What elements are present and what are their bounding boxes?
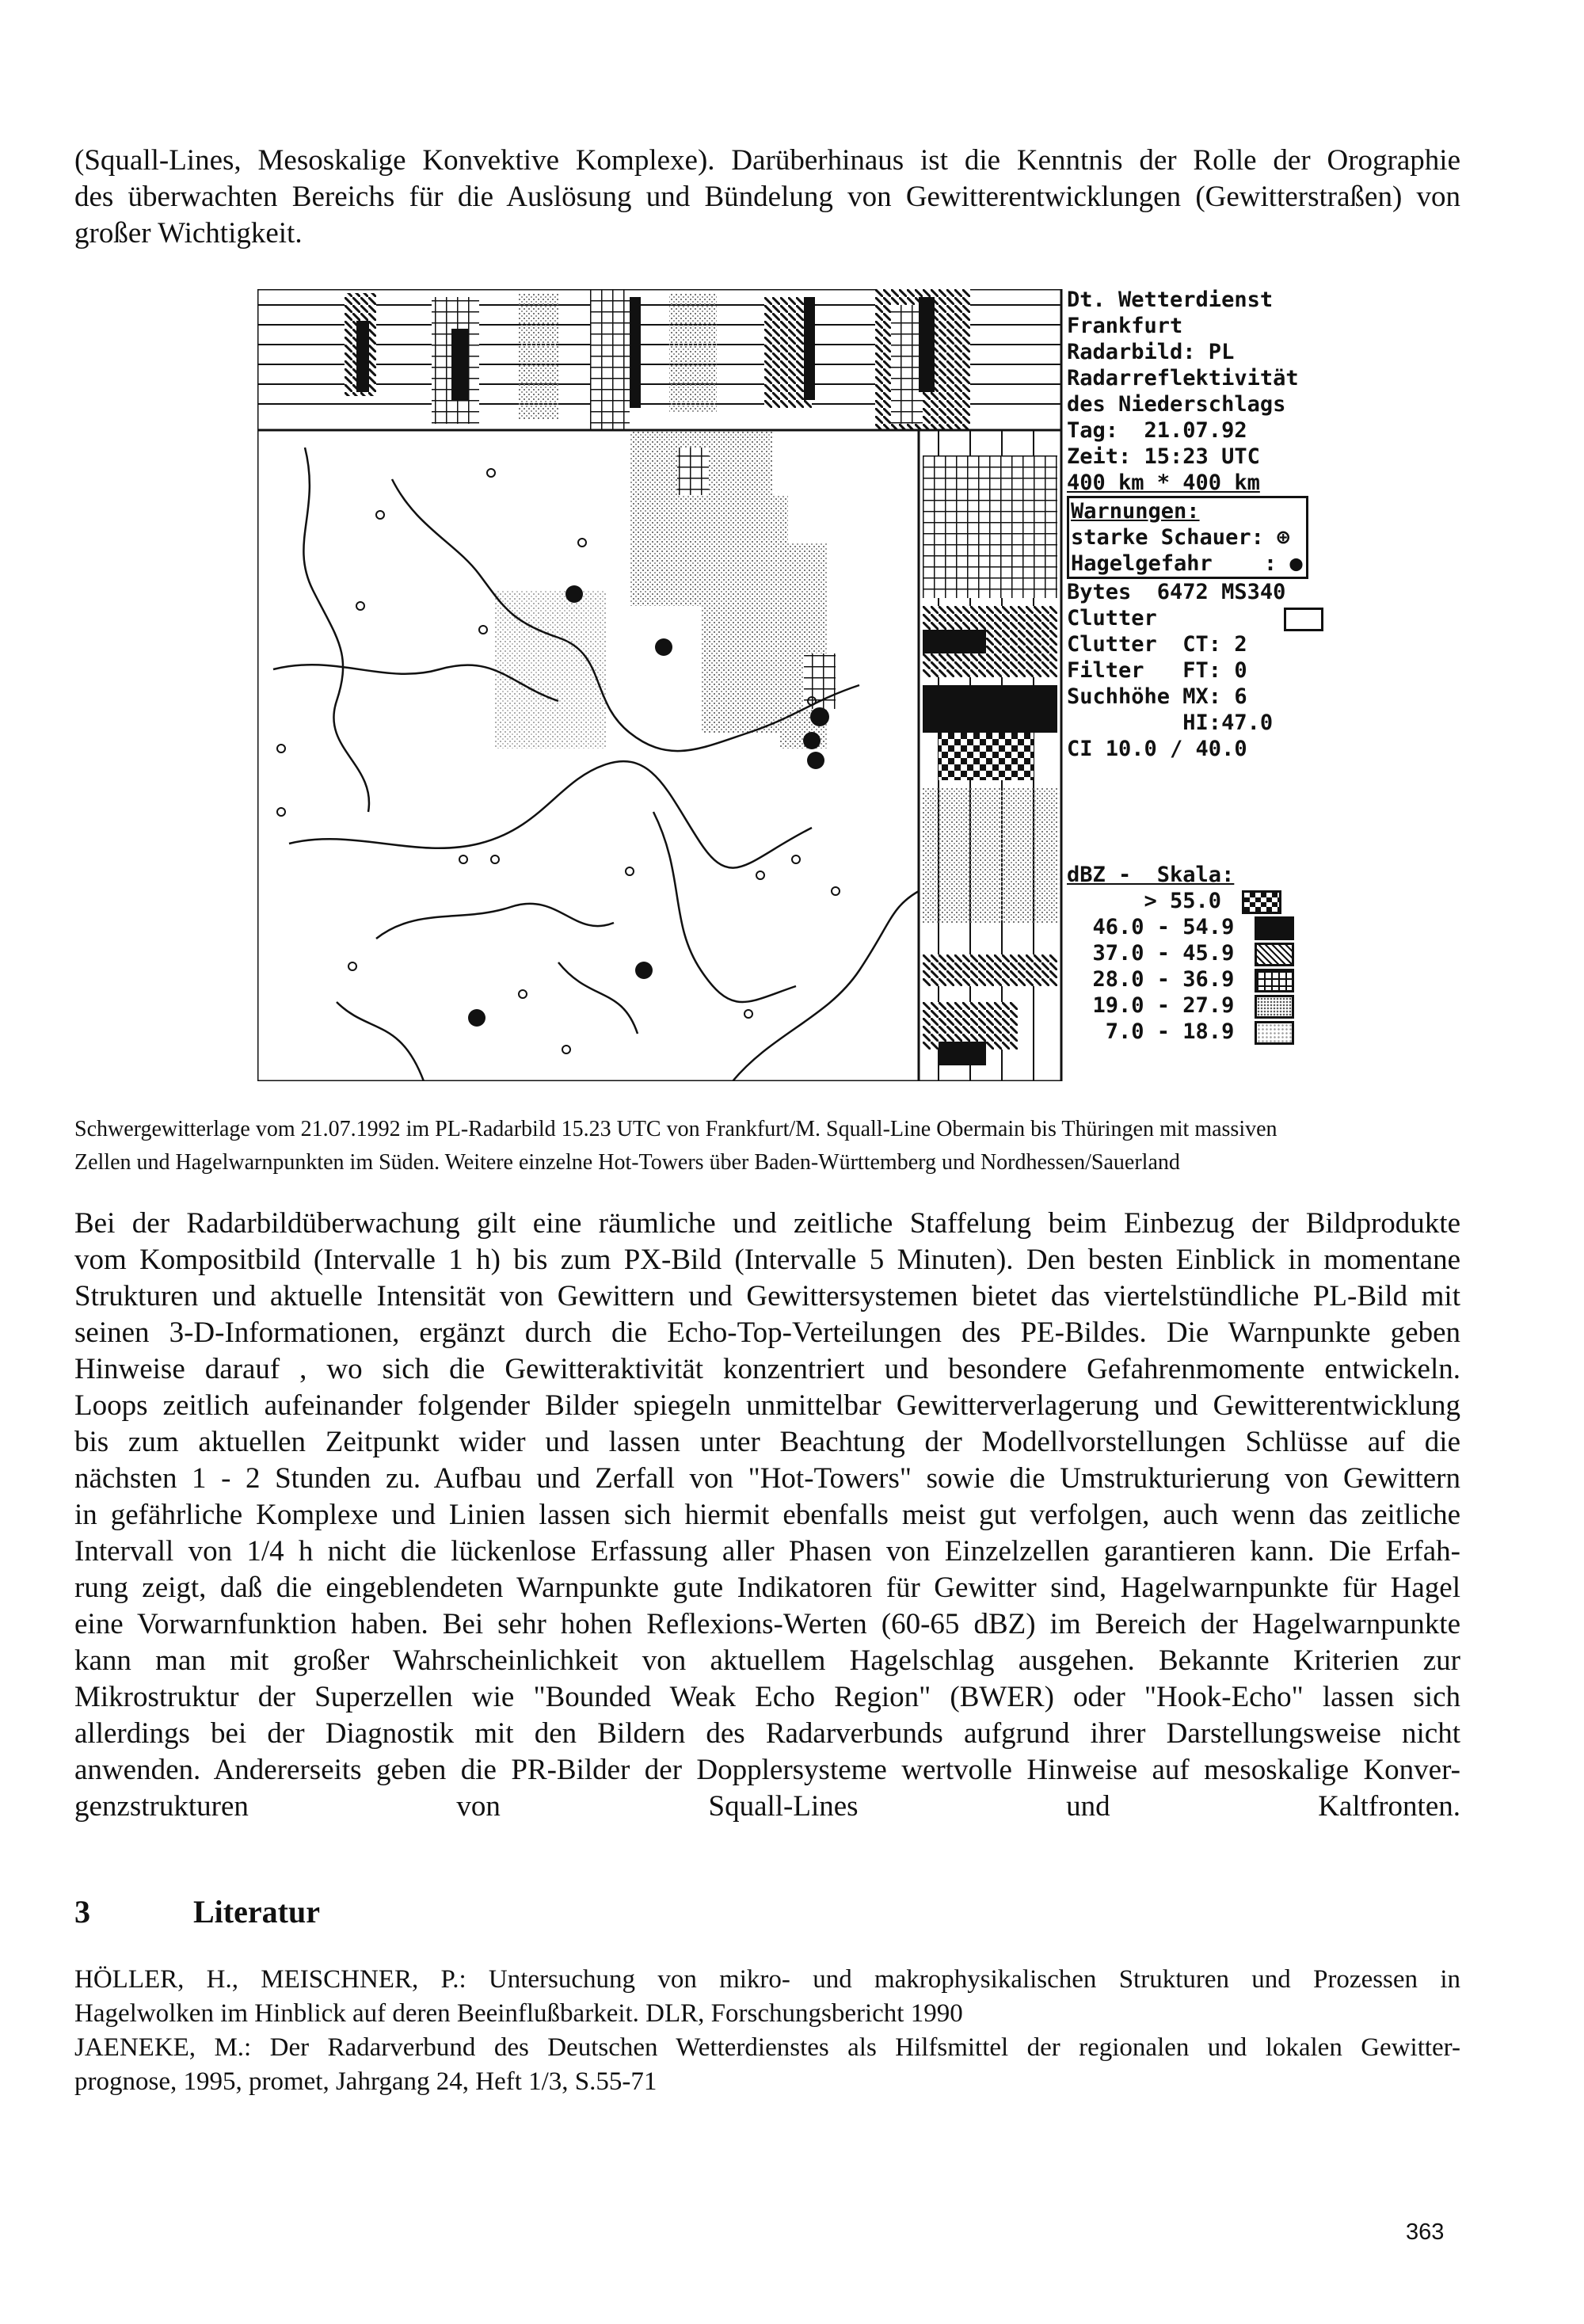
right-cross-section (919, 430, 1061, 1081)
legend-hi: HI:47.0 (1067, 711, 1274, 735)
text-line: vom Kompositbild (Intervalle 1 h) bis zum PX-Bild (Intervalle 5 Minuten). Den besten Einblick in momentane (74, 1244, 1460, 1276)
clutter-swatch (1284, 608, 1323, 631)
reference-line: prognose, 1995, promet, Jahrgang 24, Heft 1/3, S.55-71 (74, 2067, 657, 2096)
legend-time: Zeit: 15:23 UTC (1067, 444, 1260, 469)
top-cross-section (257, 289, 1061, 430)
swatch-grid (1255, 969, 1294, 992)
text-line: rung zeigt, daß die eingeblendeten Warnpunkte gute Indikatoren für Gewitter sind, Hagelwarnpunkte für Hagel (74, 1572, 1460, 1604)
scale-row (1067, 966, 1294, 992)
text-line: Bei der Radarbildüberwachung gilt eine räumliche und zeitliche Staffelung beim Einbezug der Bildprodukte (74, 1207, 1460, 1240)
scale-label: 37.0 - 45.9 (1067, 941, 1235, 966)
reference-line: HÖLLER, H., MEISCHNER, P.: Untersuchung von mikro- und makrophysikalischen Strukturen und Prozessen in (74, 1965, 1460, 1994)
legend-filter: Filter FT: 0 (1067, 658, 1247, 683)
text-line: Mikrostruktur der Superzellen wie "Bounded Weak Echo Region" (BWER) oder "Hook-Echo" lassen sich (74, 1681, 1460, 1713)
scale-label: 19.0 - 27.9 (1067, 993, 1235, 1018)
section-title: Literatur (193, 1894, 320, 1930)
legend-line: Radarreflektivität (1067, 366, 1299, 391)
warnings-box (1067, 496, 1308, 579)
text-line: kann man mit großer Wahrscheinlichkeit von aktuellem Hagelschlag ausgehen. Bekannte Kriterien zur (74, 1644, 1460, 1677)
scale-row (1067, 1019, 1294, 1045)
legend-ci: CI 10.0 / 40.0 (1067, 737, 1247, 761)
reference-line: Hagelwolken im Hinblick auf deren Beeinflußbarkeit. DLR, Forschungsbericht 1990 (74, 1999, 963, 2028)
legend-clutter-row (1067, 605, 1323, 631)
section-number: 3 (74, 1894, 90, 1930)
body-paragraph (74, 1206, 1460, 1825)
scale-row (1067, 888, 1294, 914)
swatch-diagonal (1255, 943, 1294, 966)
page-number: 363 (1406, 2219, 1445, 2245)
legend-clutter: Clutter (1067, 606, 1157, 631)
warnings-title: Warnungen: (1071, 499, 1200, 524)
figure-caption (74, 1113, 1484, 1179)
legend-search-height: Suchhöhe MX: 6 (1067, 684, 1247, 709)
legend-bytes: Bytes 6472 MS340 (1067, 580, 1286, 604)
references (74, 1963, 1460, 2099)
map-panel (257, 430, 919, 1081)
scale-label: > 55.0 (1067, 889, 1222, 913)
text-line: Intervall von 1/4 h nicht die lückenlose Erfassung aller Phasen von Einzelzellen garantieren kann. Die Erfah- (74, 1535, 1460, 1568)
text-line: Hinweise darauf , wo sich die Gewitteraktivität konzentriert und besondere Gefahrenmomente entwickeln. (74, 1353, 1460, 1385)
caption-line: Zellen und Hagelwarnpunkten im Süden. Weitere einzelne Hot-Towers über Baden-Württemberg und Nordhessen/Sauerland (74, 1150, 1180, 1175)
text-line: (Squall-Lines, Mesoskalige Konvektive Komplexe). Darüberhinaus ist die Kenntnis der Rolle der Orographie (74, 144, 1460, 177)
scale-row (1067, 914, 1294, 940)
text-line: des überwachten Bereichs für die Auslösung und Bündelung von Gewitterentwicklungen (Gewitterstraßen) von (74, 181, 1460, 213)
legend-line: Frankfurt (1067, 314, 1183, 338)
text-line: bis zum aktuellen Zeitpunkt wider und lassen unter Beachtung der Modellvorstellungen Schlüsse auf die (74, 1426, 1460, 1458)
scale-label: 7.0 - 18.9 (1067, 1019, 1235, 1044)
text-line: allerdings bei der Diagnostik mit den Bildern des Radarverbunds aufgrund ihrer Darstellungsweise nicht (74, 1717, 1460, 1750)
warning-showers: starke Schauer: ⊕ (1071, 525, 1290, 550)
scale-row (1067, 940, 1294, 966)
scale-label: 46.0 - 54.9 (1067, 915, 1235, 939)
text-line: nächsten 1 - 2 Stunden zu. Aufbau und Zerfall von "Hot-Towers" sowie die Umstrukturierung von Gewittern (74, 1462, 1460, 1495)
caption-line: Schwergewitterlage vom 21.07.1992 im PL-Radarbild 15.23 UTC von Frankfurt/M. Squall-Line Obermain bis Thüringen mit massiven (74, 1117, 1277, 1141)
text-line: eine Vorwarnfunktion haben. Bei sehr hohen Reflexions-Werten (60-65 dBZ) im Bereich der Hagelwarnpunkte (74, 1608, 1460, 1640)
section-heading (74, 1893, 320, 1930)
reference-line: JAENEKE, M.: Der Radarverbund des Deutschen Wetterdienstes als Hilfsmittel der regionalen und lokalen Gewitter- (74, 2033, 1460, 2062)
legend-line: des Niederschlags (1067, 392, 1286, 417)
swatch-checker (1242, 890, 1281, 914)
text-line: seinen 3-D-Informationen, ergänzt durch die Echo-Top-Verteilungen des PE-Bildes. Die Warnpunkte geben (74, 1316, 1460, 1349)
legend-area: 400 km * 400 km (1067, 471, 1260, 495)
swatch-solid (1255, 916, 1294, 940)
warning-hail: Hagelgefahr : ● (1071, 551, 1303, 576)
scale-title: dBZ - Skala: (1067, 863, 1235, 887)
legend-clutter-ct: Clutter CT: 2 (1067, 632, 1247, 657)
radar-info-legend (1067, 287, 1323, 762)
text-line: anwenden. Andererseits geben die PR-Bilder der Dopplersysteme wertvolle Hinweise auf mesoskalige Konver- (74, 1754, 1460, 1786)
text-line: Loops zeitlich aufeinander folgender Bilder spiegeln unmittelbar Gewitterverlagerung und Gewitterentwicklung (74, 1389, 1460, 1422)
legend-date: Tag: 21.07.92 (1067, 418, 1247, 443)
text-line: genzstrukturen von Squall-Lines und Kaltfronten. (74, 1790, 1460, 1823)
swatch-dense-dots (1255, 995, 1294, 1019)
legend-line: Dt. Wetterdienst (1067, 288, 1274, 312)
text-line: in gefährliche Komplexe und Linien lassen sich hiermit ebenfalls meist gut verfolgen, auch wenn das zeitliche (74, 1499, 1460, 1531)
scale-label: 28.0 - 36.9 (1067, 967, 1235, 992)
legend-line: Radarbild: PL (1067, 340, 1235, 364)
text-line: Strukturen und aktuelle Intensität von Gewittern und Gewittersystemen bietet das viertelstündliche PL-Bild mit (74, 1280, 1460, 1312)
intro-paragraph (74, 143, 1460, 252)
text-line: großer Wichtigkeit. (74, 217, 303, 250)
dbz-scale-legend (1067, 862, 1294, 1045)
scale-row (1067, 992, 1294, 1019)
swatch-light-dots (1255, 1021, 1294, 1045)
